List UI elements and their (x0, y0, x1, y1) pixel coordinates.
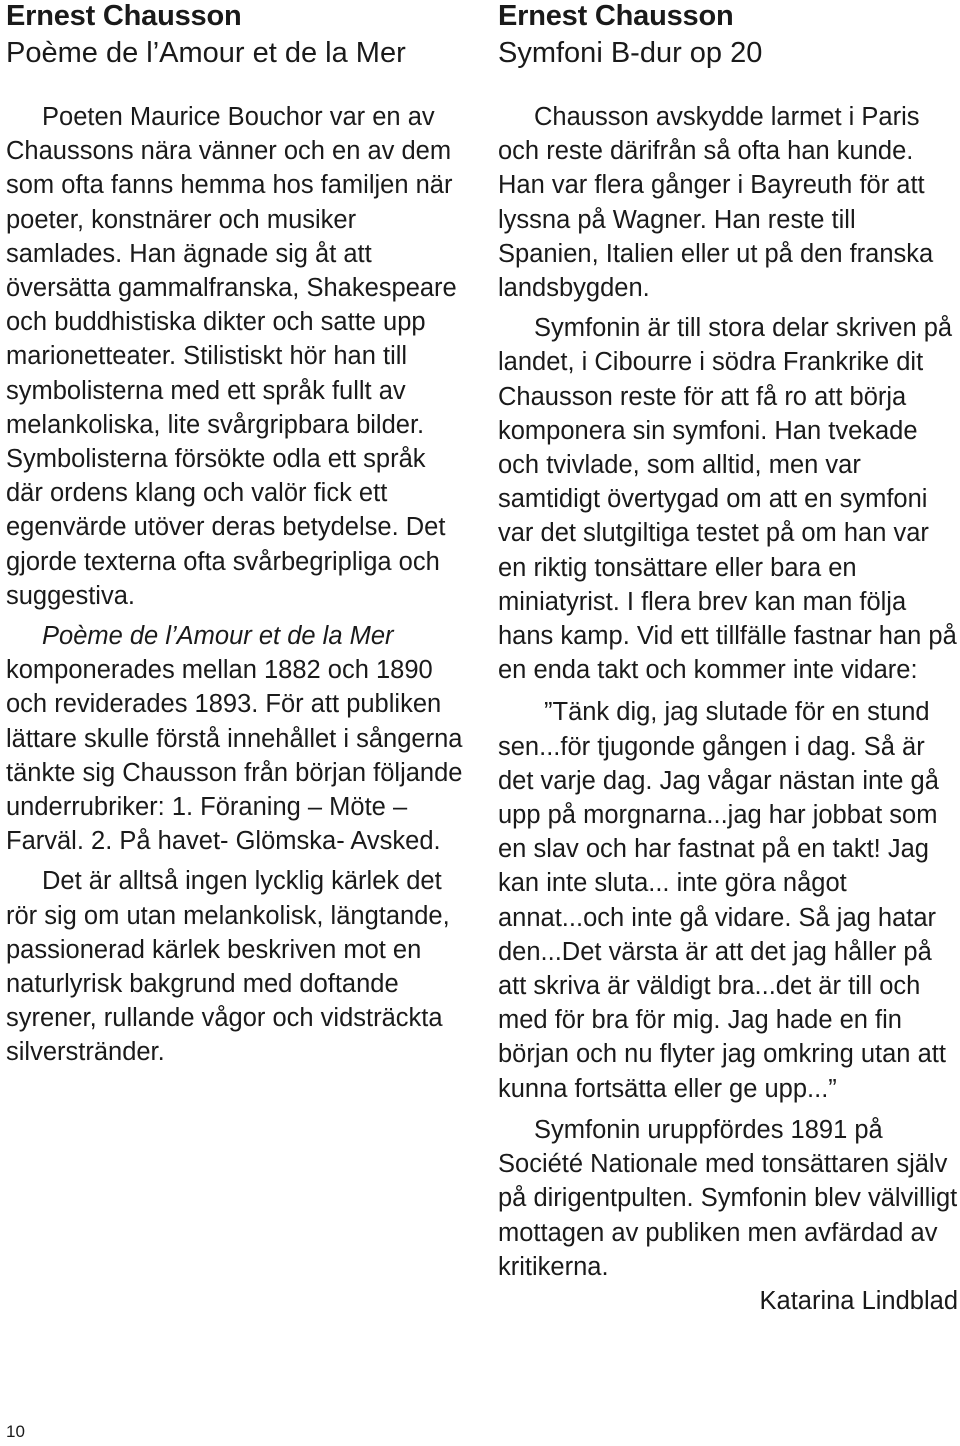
right-paragraph-2: Symfonin är till stora delar skriven på landet, i Cibourre i södra Frankrike dit Chausson reste för att få ro att börja komponera sin symfoni. Han tvekade och tvivlade, som alltid, men var samtidigt övertygad om att en symfoni var det slutgiltiga testet på om han var en riktig tonsättare eller bara en miniatyrist. I flera brev kan man följa hans kamp. Vid ett tillfälle fastnar han på en enda takt och kommer inte vidare: (498, 314, 957, 685)
left-paragraph-1: Poeten Maurice Bouchor var en av Chaussons nära vänner och en av dem som ofta fanns hemma hos familjen när poeter, konstnärer och musiker samlades. Han ägnade sig åt att översätta gammalfranska, Shakespeare och buddhistiska dikter och satte upp marionetteater. Stilistiskt hör han till symbolisterna med ett språk fullt av melankoliska, lite svårgripbara bilder. Symbolisterna försökte odla ett språk där ordens klang och valör fick ett egenvärde utöver deras betydelse. Det gjorde texterna ofta svårbegripliga och suggestiva. (6, 103, 457, 610)
right-title: Ernest Chausson (498, 0, 734, 32)
left-paragraph-3: Det är alltså ingen lycklig kärlek det rör sig om utan melankolisk, längtande, passionerad kärlek beskriven mot en naturlyrisk bakgrund med doftande syrener, rullande vågor och vidsträckta silverstränder. (6, 867, 450, 1067)
left-title: Ernest Chausson (6, 0, 242, 32)
right-paragraph-3: Symfonin uruppfördes 1891 på Société Nationale med tonsättaren själv på dirigentpulten. Symfonin blev välvilligt mottagen av publiken men avfärdad av kritikerna. (498, 1115, 958, 1281)
left-body (6, 100, 468, 1070)
page-number: 10 (6, 1422, 25, 1441)
right-subtitle: Symfoni B-dur op 20 (498, 37, 763, 69)
left-paragraph-2 (6, 619, 468, 858)
left-column (6, 0, 468, 1067)
right-paragraph-1: Chausson avskydde larmet i Paris och reste därifrån så ofta han kunde. Han var flera gånger i Bayreuth för att lyssna på Wagner. Han reste till Spanien, Italien eller ut på den franska landsbygden. (498, 103, 934, 303)
right-body (498, 100, 958, 1318)
left-paragraph-2-text: komponerades mellan 1882 och 1890 och reviderades 1893. För att publiken lättare skulle förstå innehållet i sångerna tänkte sig Chausson från början följande underrubriker: 1. Föraning – Möte – Farväl. 2. På havet- Glömska- Avsked. (6, 656, 463, 856)
author-signature: Katarina Lindblad (759, 1286, 958, 1315)
quote: ”Tänk dig, jag slutade för en stund sen...för tjugonde gången i dag. Så är det varje dag. Jag vågar nästan inte gå upp på morgnarna...jag har jobbat som en slav och har fastnat på en takt! Jag kan inte sluta... inte göra något annat...och inte gå vidare. Så jag hatar den...Det värsta är att det jag håller på att skriva är väldigt bra...det är till och med för bra för mig. Jag hade en fin början och nu flyter jag omkring utan att kunna fortsätta eller ge upp...” (498, 698, 946, 1103)
right-column (498, 0, 958, 1315)
left-subtitle: Poème de l’Amour et de la Mer (6, 37, 406, 69)
work-title-italic: Poème de l’Amour et de la Mer (42, 622, 394, 651)
